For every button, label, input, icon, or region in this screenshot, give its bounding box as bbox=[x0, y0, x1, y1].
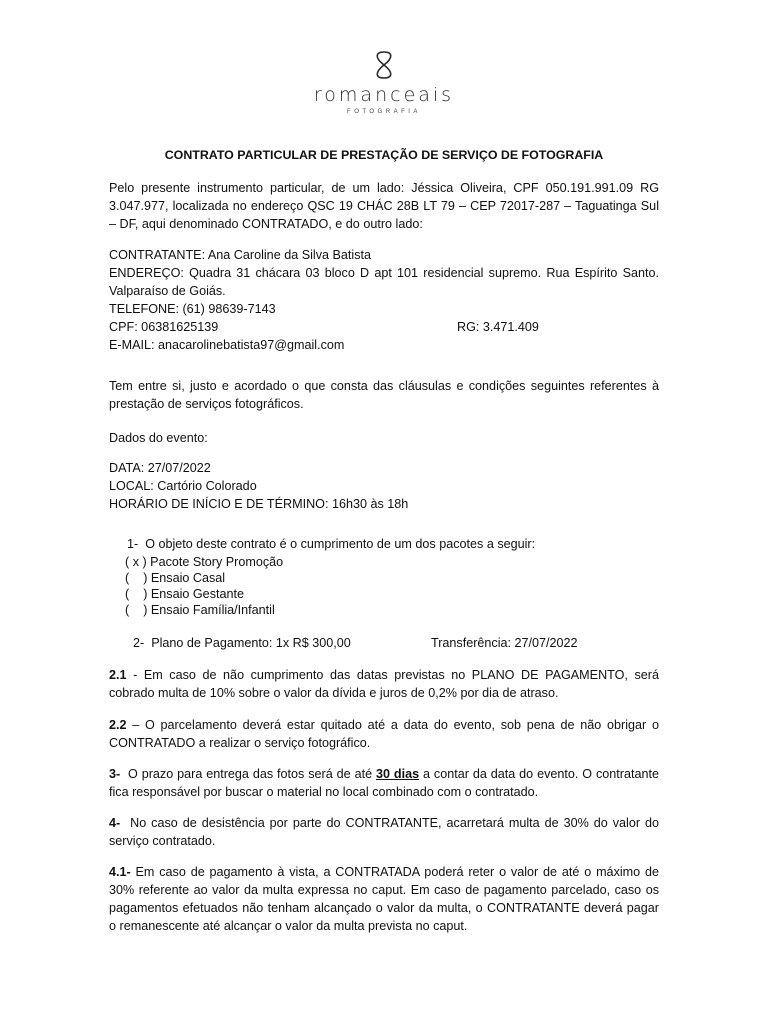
contratante-cpf: CPF: 06381625139 bbox=[109, 320, 219, 334]
clause-3-number: 3- bbox=[109, 767, 121, 781]
clause-1 bbox=[127, 535, 647, 553]
clause-2-2 bbox=[109, 716, 659, 752]
contratante-rg: RG: 3.471.409 bbox=[457, 320, 539, 334]
clause-2-text: Plano de Pagamento: 1x R$ 300,00 bbox=[151, 636, 351, 650]
package-option[interactable]: ( ) Ensaio Casal bbox=[125, 571, 226, 585]
package-options bbox=[125, 554, 283, 618]
clause-3-post: a contar da data do evento. O contratante fica responsável por buscar o material no local combinado com o contratado. bbox=[109, 767, 659, 799]
event-block bbox=[109, 459, 659, 513]
clause-3-pre: O prazo para entrega das fotos será de até bbox=[120, 767, 376, 781]
clause-3-days: 30 dias bbox=[375, 767, 420, 781]
clause-1-text: O objeto deste contrato é o cumprimento de um dos pacotes a seguir: bbox=[145, 537, 536, 551]
clause-2-transfer: Transferência: 27/07/2022 bbox=[431, 636, 578, 650]
contratante-ids bbox=[109, 318, 659, 336]
intro-paragraph: Pelo presente instrumento particular, de um lado: Jéssica Oliveira, CPF 050.191.991.09 RG 3.047.977, localizada no endereço QSC 19 CHÁC 28B LT 79 – CEP 72017-287 – Taguatinga Sul – DF, aqui denominado CONTRATADO, e do outro lado: bbox=[109, 181, 659, 231]
clause-2-1 bbox=[109, 666, 659, 702]
package-option[interactable]: ( x ) Pacote Story Promoção bbox=[125, 555, 284, 569]
clause-4-1-text: Em caso de pagamento à vista, a CONTRATADA poderá reter o valor de até o máximo de 30% referente ao valor da multa expressa no caput. Em caso de pagamento parcelado, caso os pagamentos efetuados não tenham alcançado o valor da multa, o CONTRATANTE deverá pagar o remanescente até alcançar o valor da multa prevista no caput. bbox=[109, 865, 659, 933]
contratante-phone: TELEFONE: (61) 98639-7143 bbox=[109, 302, 276, 316]
clause-2-number: 2- bbox=[133, 636, 145, 650]
clause-3 bbox=[109, 765, 659, 801]
clause-2-1-text: - Em caso de não cumprimento das datas previstas no PLANO DE PAGAMENTO, será cobrado multa de 10% sobre o valor da dívida e juros de 0,2% por dia de atraso. bbox=[109, 668, 659, 700]
clause-4-1 bbox=[109, 863, 659, 935]
package-option[interactable]: ( ) Ensaio Família/Infantil bbox=[125, 603, 275, 617]
clause-2-2-text: – O parcelamento deverá estar quitado até a data do evento, sob pena de não obrigar o CONTRATADO a realizar o serviço fotográfico. bbox=[109, 718, 659, 750]
brand-name: romanceais bbox=[313, 84, 455, 106]
event-time: HORÁRIO DE INÍCIO E DE TÉRMINO: 16h30 às 18h bbox=[109, 497, 409, 511]
clause-2-2-number: 2.2 bbox=[109, 718, 127, 732]
clause-1-number: 1- bbox=[127, 537, 139, 551]
clause-4 bbox=[109, 814, 663, 850]
clause-4-1-number: 4.1- bbox=[109, 865, 131, 879]
agreement-paragraph: Tem entre si, justo e acordado o que consta das cláusulas e condições seguintes referentes à prestação de serviços fotográficos. bbox=[109, 379, 659, 411]
clause-2 bbox=[133, 634, 653, 652]
clause-2-1-number: 2.1 bbox=[109, 668, 127, 682]
event-heading: Dados do evento: bbox=[109, 431, 208, 445]
brand-subtitle: FOTOGRAFIA bbox=[347, 109, 421, 115]
event-date: DATA: 27/07/2022 bbox=[109, 461, 211, 475]
brand-logo bbox=[0, 50, 768, 115]
contratante-email: E-MAIL: anacarolinebatista97@gmail.com bbox=[109, 338, 345, 352]
clause-4-number: 4- bbox=[109, 816, 121, 830]
contratante-block bbox=[109, 246, 659, 354]
contratante-address: ENDEREÇO: Quadra 31 chácara 03 bloco D apt 101 residencial supremo. Rua Espírito Santo. Valparaíso de Goiás. bbox=[109, 266, 659, 298]
contract-title: CONTRATO PARTICULAR DE PRESTAÇÃO DE SERVIÇO DE FOTOGRAFIA bbox=[164, 148, 604, 162]
event-place: LOCAL: Cartório Colorado bbox=[109, 479, 257, 493]
contratante-name: CONTRATANTE: Ana Caroline da Silva Batista bbox=[109, 248, 371, 262]
package-option[interactable]: ( ) Ensaio Gestante bbox=[125, 587, 244, 601]
infinity-knot-icon bbox=[371, 50, 397, 80]
clause-4-text: No caso de desistência por parte do CONTRATANTE, acarretará multa de 30% do valor do serviço contratado. bbox=[109, 816, 663, 848]
